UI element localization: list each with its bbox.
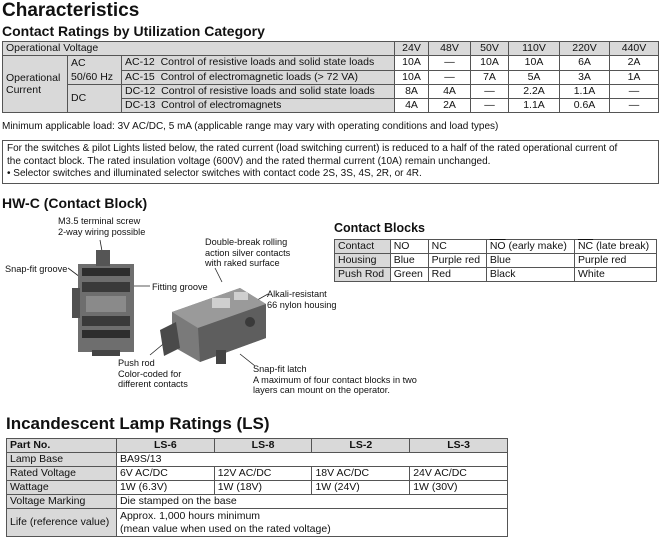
life-label: Life (reference value) bbox=[7, 509, 117, 537]
part-no: LS-3 bbox=[410, 439, 508, 453]
contact-block-heading: HW-C (Contact Block) bbox=[2, 195, 148, 211]
contact-block-side-view bbox=[160, 288, 266, 364]
rating-value: 6A bbox=[560, 56, 610, 71]
contact-cell: Red bbox=[428, 268, 486, 282]
rating-value: 8A bbox=[395, 85, 429, 99]
ac-label: AC 50/60 Hz bbox=[68, 56, 122, 85]
voltage-header: 220V bbox=[560, 42, 610, 56]
contact-cell: White bbox=[574, 268, 656, 282]
rating-category-cell: AC-15 Control of electromagnetic loads (> 72 VA) bbox=[122, 70, 395, 85]
rating-value: 10A bbox=[509, 56, 560, 71]
min-load-text: Minimum applicable load: 3V AC/DC, 5 mA (applicable range may vary with operating conditions and load types) bbox=[2, 121, 499, 132]
alkali-housing-label: Alkali-resistant 66 nylon housing bbox=[267, 289, 337, 310]
rating-value: 10A bbox=[471, 56, 509, 71]
voltage-marking-label: Voltage Marking bbox=[7, 495, 117, 509]
rating-value: 2A bbox=[610, 56, 659, 71]
rating-value: 7A bbox=[471, 70, 509, 85]
contact-block-front-view bbox=[72, 250, 134, 356]
rating-value: 10A bbox=[395, 56, 429, 71]
rating-value: 5A bbox=[509, 70, 560, 85]
contact-cell: Blue bbox=[486, 254, 574, 268]
rating-value: 1.1A bbox=[560, 85, 610, 99]
rating-value: — bbox=[429, 56, 471, 71]
part-no-label: Part No. bbox=[7, 439, 117, 453]
lamp-base-value: BA9S/13 bbox=[116, 453, 507, 467]
part-no: LS-6 bbox=[116, 439, 214, 453]
rating-value: 10A bbox=[395, 70, 429, 85]
rating-value: 4A bbox=[429, 85, 471, 99]
contact-cell: Black bbox=[486, 268, 574, 282]
snapfit-latch-label: Snap-fit latch A maximum of four contact blocks in two layers can mount on the operator. bbox=[253, 364, 417, 395]
part-no: LS-2 bbox=[312, 439, 410, 453]
contact-col-header: $\overline{NC}$ (late break) bbox=[574, 240, 656, 254]
push-rod-label: Push rod Color-coded for different contacts bbox=[118, 358, 188, 389]
rated-voltage: 18V AC/DC bbox=[312, 467, 410, 481]
contact-cell: Green bbox=[390, 268, 428, 282]
part-no: LS-8 bbox=[214, 439, 312, 453]
lamp-ratings-table bbox=[6, 438, 508, 537]
life-value: Approx. 1,000 hours minimum (mean value when used on the rated voltage) bbox=[116, 509, 507, 537]
contact-row-label: Push Rod bbox=[335, 268, 391, 282]
voltage-marking-value: Die stamped on the base bbox=[116, 495, 507, 509]
wattage: 1W (24V) bbox=[312, 481, 410, 495]
contact-blocks-table bbox=[334, 239, 657, 282]
rating-value: 2.2A bbox=[509, 85, 560, 99]
rated-voltage: 12V AC/DC bbox=[214, 467, 312, 481]
rating-value: 1A bbox=[610, 70, 659, 85]
reduced-current-note: For the switches & pilot Lights listed below, the rated current (load switching current) is reduced to a half of the rated operational current of the contact block. The rated insulation voltage (600V) and the rated thermal current (10A) remain unchanged. • Selector switches and illuminated selector switches with contact code 2S, 3S, 4S, 2R, or 4R. bbox=[2, 140, 659, 184]
rating-value: 4A bbox=[395, 99, 429, 113]
contact-blocks-heading: Contact Blocks bbox=[334, 221, 425, 235]
contact-ratings-heading: Contact Ratings by Utilization Category bbox=[2, 23, 265, 39]
rated-voltage: 24V AC/DC bbox=[410, 467, 508, 481]
rated-voltage: 6V AC/DC bbox=[116, 467, 214, 481]
wattage-label: Wattage bbox=[7, 481, 117, 495]
rating-value: — bbox=[471, 99, 509, 113]
rating-value: 1.1A bbox=[509, 99, 560, 113]
contact-col-header: NC bbox=[428, 240, 486, 254]
rating-category-cell: DC-13 Control of electromagnets bbox=[122, 99, 395, 113]
lamp-base-label: Lamp Base bbox=[7, 453, 117, 467]
rating-value: 0.6A bbox=[560, 99, 610, 113]
lamp-heading: Incandescent Lamp Ratings (LS) bbox=[6, 414, 270, 433]
wattage: 1W (6.3V) bbox=[116, 481, 214, 495]
rating-category-cell: AC-12 Control of resistive loads and solid state loads bbox=[122, 56, 395, 71]
voltage-header: 440V bbox=[610, 42, 659, 56]
op-current-label: Operational Current bbox=[3, 56, 68, 113]
voltage-header: 48V bbox=[429, 42, 471, 56]
rating-value: — bbox=[610, 99, 659, 113]
rating-category-cell: DC-12 Control of resistive loads and solid state loads bbox=[122, 85, 395, 99]
contact-col-header: $\overline{NO}$ (early make) bbox=[486, 240, 574, 254]
rating-value: 2A bbox=[429, 99, 471, 113]
snapfit-groove-label: Snap-fit groove bbox=[5, 264, 68, 274]
terminal-screw-label: M3.5 terminal screw 2-way wiring possible bbox=[58, 216, 146, 237]
wattage: 1W (18V) bbox=[214, 481, 312, 495]
contact-col-header: NO bbox=[390, 240, 428, 254]
rating-value: — bbox=[471, 85, 509, 99]
voltage-header: 24V bbox=[395, 42, 429, 56]
contact-cell: Purple red bbox=[428, 254, 486, 268]
contact-col-header: Contact bbox=[335, 240, 391, 254]
page-title: Characteristics bbox=[2, 0, 140, 21]
wattage: 1W (30V) bbox=[410, 481, 508, 495]
voltage-header: 50V bbox=[471, 42, 509, 56]
rating-value: — bbox=[610, 85, 659, 99]
dc-label: DC bbox=[68, 85, 122, 113]
rating-value: 3A bbox=[560, 70, 610, 85]
contact-cell: Purple red bbox=[574, 254, 656, 268]
op-voltage-label: Operational Voltage bbox=[3, 42, 395, 56]
contact-cell: Blue bbox=[390, 254, 428, 268]
contact-row-label: Housing bbox=[335, 254, 391, 268]
voltage-header: 110V bbox=[509, 42, 560, 56]
fitting-groove-label: Fitting groove bbox=[152, 282, 208, 292]
double-break-label: Double-break rolling action silver contacts with raked surface bbox=[205, 237, 291, 268]
rated-voltage-label: Rated Voltage bbox=[7, 467, 117, 481]
rating-value: — bbox=[429, 70, 471, 85]
